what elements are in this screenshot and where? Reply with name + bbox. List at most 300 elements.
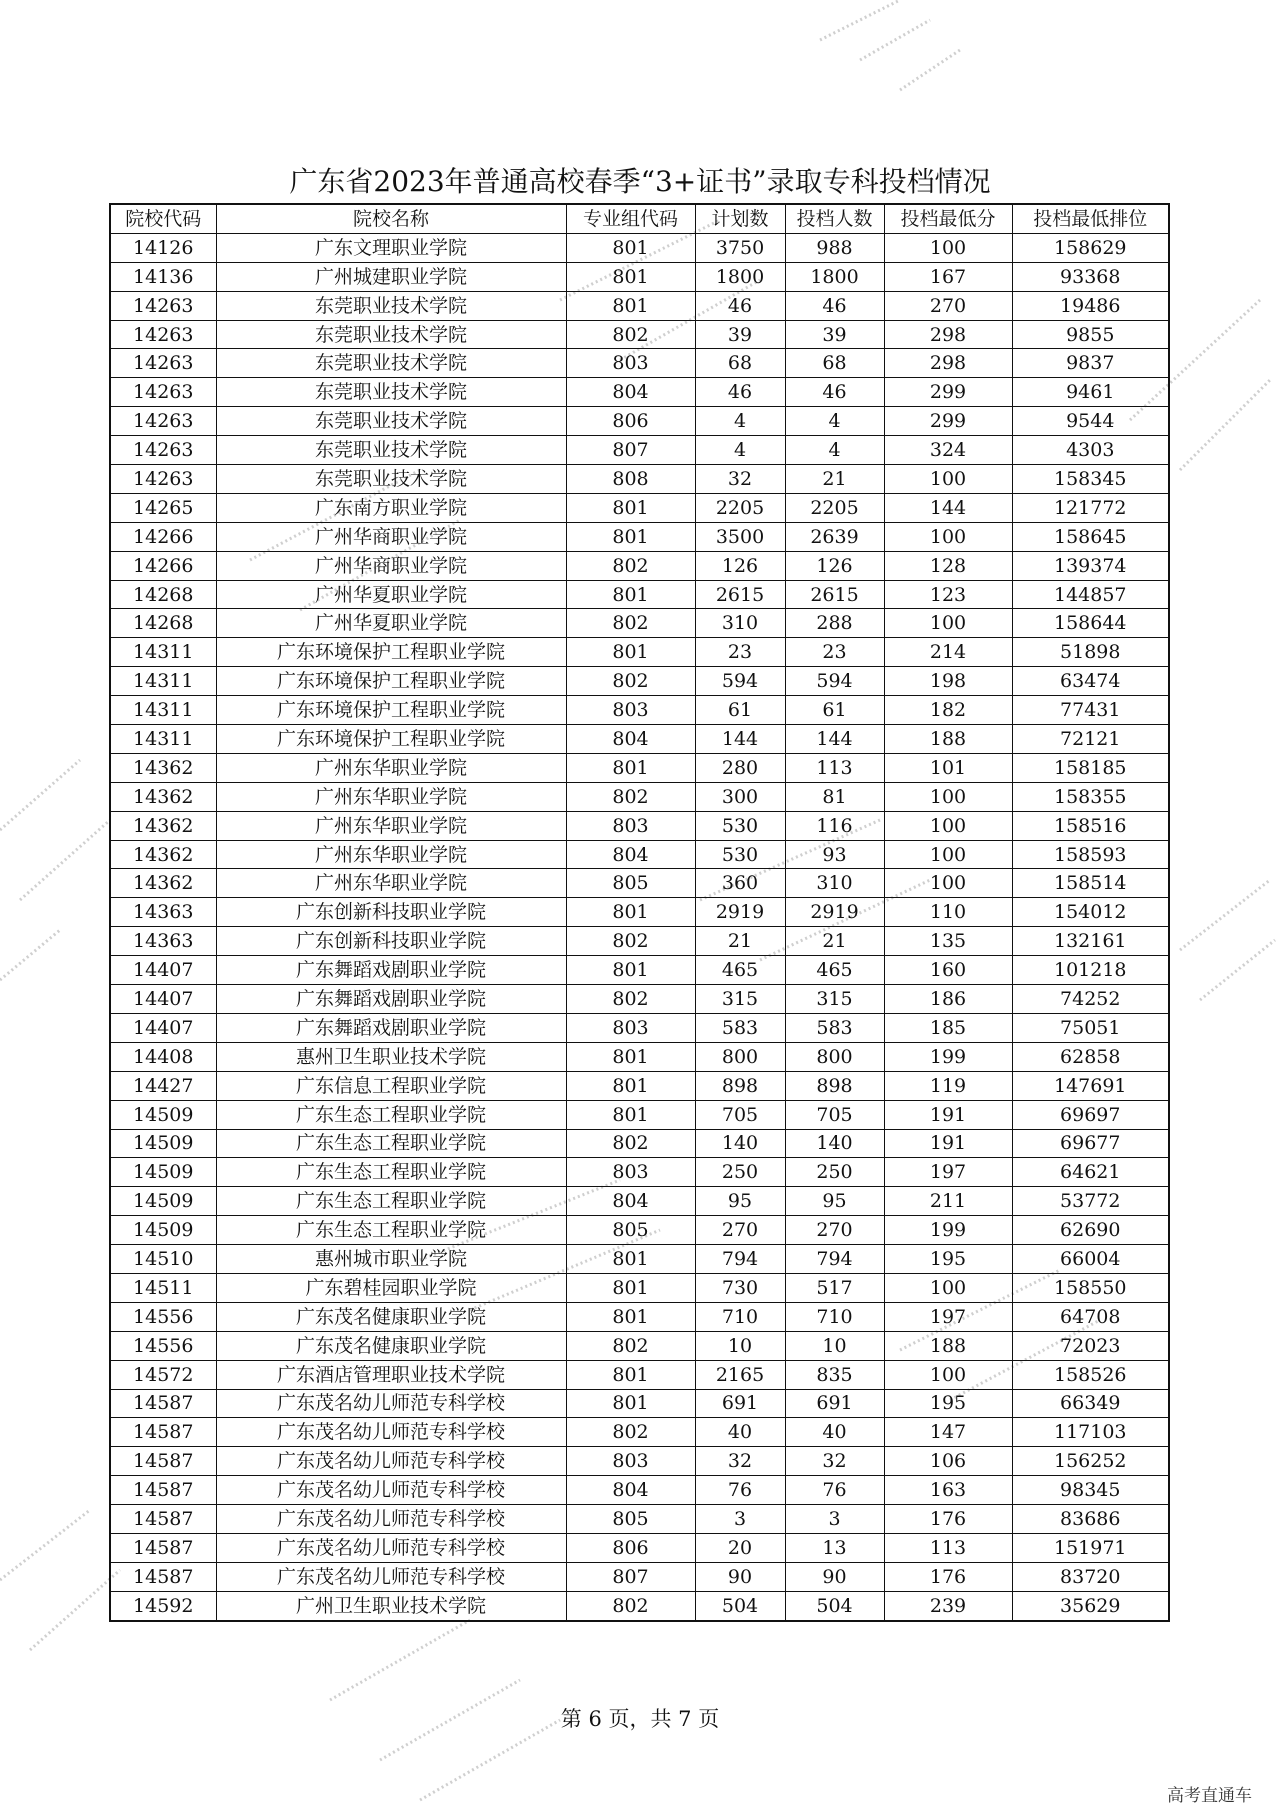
cell-group-code: 803 [566, 1158, 695, 1187]
cell-plan-count: 20 [695, 1533, 785, 1562]
cell-school-code: 14509 [110, 1129, 216, 1158]
cell-min-score: 100 [884, 522, 1012, 551]
cell-min-score: 100 [884, 840, 1012, 869]
cell-min-rank: 83686 [1012, 1505, 1169, 1534]
cell-admitted-count: 68 [785, 349, 884, 378]
cell-group-code: 801 [566, 580, 695, 609]
cell-admitted-count: 76 [785, 1476, 884, 1505]
cell-school-name: 广东碧桂园职业学院 [216, 1273, 566, 1302]
cell-plan-count: 32 [695, 465, 785, 494]
cell-min-score: 188 [884, 725, 1012, 754]
brand-watermark-text: 高考直通车 [1167, 1786, 1252, 1806]
cell-min-score: 197 [884, 1158, 1012, 1187]
cell-group-code: 802 [566, 667, 695, 696]
cell-school-name: 广州卫生职业技术学院 [216, 1591, 566, 1620]
cell-admitted-count: 898 [785, 1071, 884, 1100]
cell-min-score: 182 [884, 696, 1012, 725]
cell-min-rank: 64708 [1012, 1302, 1169, 1331]
cell-plan-count: 730 [695, 1273, 785, 1302]
cell-min-rank: 35629 [1012, 1591, 1169, 1620]
cell-school-name: 广州华商职业学院 [216, 522, 566, 551]
cell-school-name: 广东舞蹈戏剧职业学院 [216, 956, 566, 985]
cell-min-score: 110 [884, 898, 1012, 927]
table-row [110, 985, 1169, 1014]
cell-min-score: 197 [884, 1302, 1012, 1331]
cell-min-rank: 101218 [1012, 956, 1169, 985]
cell-min-score: 160 [884, 956, 1012, 985]
cell-admitted-count: 13 [785, 1533, 884, 1562]
cell-school-code: 14362 [110, 782, 216, 811]
cell-school-code: 14362 [110, 840, 216, 869]
cell-min-rank: 63474 [1012, 667, 1169, 696]
cell-plan-count: 23 [695, 638, 785, 667]
cell-min-rank: 158645 [1012, 522, 1169, 551]
cell-plan-count: 4 [695, 436, 785, 465]
cell-school-code: 14263 [110, 465, 216, 494]
cell-min-rank: 53772 [1012, 1187, 1169, 1216]
cell-admitted-count: 21 [785, 465, 884, 494]
cell-group-code: 805 [566, 1505, 695, 1534]
cell-admitted-count: 517 [785, 1273, 884, 1302]
header-school-code: 院校代码 [110, 204, 216, 233]
cell-school-name: 广东茂名幼儿师范专科学校 [216, 1505, 566, 1534]
cell-group-code: 802 [566, 1591, 695, 1620]
cell-plan-count: 2205 [695, 493, 785, 522]
cell-plan-count: 583 [695, 1013, 785, 1042]
cell-school-code: 14126 [110, 233, 216, 262]
admission-table [109, 203, 1170, 1622]
cell-group-code: 803 [566, 1447, 695, 1476]
cell-school-code: 14509 [110, 1187, 216, 1216]
table-row [110, 580, 1169, 609]
cell-min-score: 100 [884, 465, 1012, 494]
cell-min-score: 188 [884, 1331, 1012, 1360]
cell-min-score: 176 [884, 1562, 1012, 1591]
cell-min-score: 100 [884, 1273, 1012, 1302]
cell-school-name: 广东信息工程职业学院 [216, 1071, 566, 1100]
cell-min-rank: 158514 [1012, 869, 1169, 898]
cell-school-code: 14587 [110, 1533, 216, 1562]
cell-group-code: 802 [566, 985, 695, 1014]
table-row [110, 436, 1169, 465]
cell-plan-count: 530 [695, 811, 785, 840]
cell-min-score: 100 [884, 811, 1012, 840]
cell-admitted-count: 800 [785, 1042, 884, 1071]
table-row [110, 1216, 1169, 1245]
table-row [110, 898, 1169, 927]
table-row [110, 869, 1169, 898]
table-row [110, 1476, 1169, 1505]
cell-admitted-count: 270 [785, 1216, 884, 1245]
table-row [110, 1447, 1169, 1476]
cell-school-name: 广东茂名健康职业学院 [216, 1302, 566, 1331]
table-row [110, 811, 1169, 840]
cell-min-score: 106 [884, 1447, 1012, 1476]
table-body [110, 233, 1169, 1620]
cell-min-rank: 158644 [1012, 609, 1169, 638]
cell-admitted-count: 2639 [785, 522, 884, 551]
cell-min-score: 191 [884, 1100, 1012, 1129]
cell-min-rank: 132161 [1012, 927, 1169, 956]
cell-group-code: 801 [566, 1100, 695, 1129]
cell-group-code: 803 [566, 696, 695, 725]
cell-school-name: 广东生态工程职业学院 [216, 1129, 566, 1158]
table-row [110, 1360, 1169, 1389]
cell-school-name: 广州城建职业学院 [216, 262, 566, 291]
cell-plan-count: 2165 [695, 1360, 785, 1389]
cell-school-code: 14268 [110, 609, 216, 638]
cell-admitted-count: 46 [785, 291, 884, 320]
cell-group-code: 808 [566, 465, 695, 494]
table-row [110, 522, 1169, 551]
cell-group-code: 804 [566, 1187, 695, 1216]
table-row [110, 1418, 1169, 1447]
cell-plan-count: 90 [695, 1562, 785, 1591]
cell-group-code: 804 [566, 1476, 695, 1505]
table-row [110, 1591, 1169, 1620]
table-row [110, 1533, 1169, 1562]
cell-min-score: 147 [884, 1418, 1012, 1447]
cell-min-score: 100 [884, 609, 1012, 638]
table-row [110, 1071, 1169, 1100]
cell-admitted-count: 90 [785, 1562, 884, 1591]
table-row [110, 1100, 1169, 1129]
cell-plan-count: 310 [695, 609, 785, 638]
cell-school-code: 14363 [110, 898, 216, 927]
cell-group-code: 802 [566, 1418, 695, 1447]
cell-school-code: 14311 [110, 725, 216, 754]
table-row [110, 1302, 1169, 1331]
cell-school-name: 广东茂名健康职业学院 [216, 1331, 566, 1360]
cell-plan-count: 61 [695, 696, 785, 725]
cell-min-score: 100 [884, 1360, 1012, 1389]
cell-admitted-count: 835 [785, 1360, 884, 1389]
cell-min-score: 185 [884, 1013, 1012, 1042]
cell-school-code: 14556 [110, 1302, 216, 1331]
table-row [110, 262, 1169, 291]
cell-school-name: 广东生态工程职业学院 [216, 1158, 566, 1187]
table-row [110, 407, 1169, 436]
cell-group-code: 801 [566, 1071, 695, 1100]
cell-min-score: 186 [884, 985, 1012, 1014]
cell-school-code: 14587 [110, 1505, 216, 1534]
cell-admitted-count: 504 [785, 1591, 884, 1620]
cell-school-name: 惠州卫生职业技术学院 [216, 1042, 566, 1071]
cell-school-name: 广州华夏职业学院 [216, 609, 566, 638]
table-row [110, 1562, 1169, 1591]
cell-admitted-count: 40 [785, 1418, 884, 1447]
cell-plan-count: 68 [695, 349, 785, 378]
cell-school-name: 东莞职业技术学院 [216, 465, 566, 494]
cell-plan-count: 1800 [695, 262, 785, 291]
cell-min-score: 211 [884, 1187, 1012, 1216]
cell-min-rank: 121772 [1012, 493, 1169, 522]
cell-min-score: 163 [884, 1476, 1012, 1505]
cell-min-score: 195 [884, 1389, 1012, 1418]
cell-min-rank: 158185 [1012, 753, 1169, 782]
cell-min-score: 298 [884, 320, 1012, 349]
page-number: 第 6 页，共 7 页 [560, 1707, 720, 1731]
cell-min-score: 199 [884, 1216, 1012, 1245]
cell-admitted-count: 116 [785, 811, 884, 840]
cell-school-name: 广州华商职业学院 [216, 551, 566, 580]
cell-school-name: 广东舞蹈戏剧职业学院 [216, 1013, 566, 1042]
cell-plan-count: 76 [695, 1476, 785, 1505]
cell-admitted-count: 310 [785, 869, 884, 898]
cell-school-code: 14266 [110, 551, 216, 580]
cell-group-code: 804 [566, 840, 695, 869]
cell-group-code: 802 [566, 320, 695, 349]
header-plan-count: 计划数 [695, 204, 785, 233]
cell-min-rank: 72121 [1012, 725, 1169, 754]
cell-school-name: 广州东华职业学院 [216, 840, 566, 869]
cell-min-score: 101 [884, 753, 1012, 782]
cell-school-code: 14511 [110, 1273, 216, 1302]
table-row [110, 1158, 1169, 1187]
cell-min-rank: 98345 [1012, 1476, 1169, 1505]
cell-min-rank: 144857 [1012, 580, 1169, 609]
cell-school-name: 广州东华职业学院 [216, 811, 566, 840]
cell-school-code: 14592 [110, 1591, 216, 1620]
cell-admitted-count: 144 [785, 725, 884, 754]
cell-admitted-count: 710 [785, 1302, 884, 1331]
cell-school-code: 14408 [110, 1042, 216, 1071]
cell-group-code: 801 [566, 956, 695, 985]
cell-group-code: 801 [566, 1360, 695, 1389]
cell-min-rank: 158516 [1012, 811, 1169, 840]
cell-admitted-count: 1800 [785, 262, 884, 291]
cell-group-code: 801 [566, 1273, 695, 1302]
table-header-row [110, 204, 1169, 233]
cell-school-name: 东莞职业技术学院 [216, 320, 566, 349]
cell-min-rank: 77431 [1012, 696, 1169, 725]
cell-school-name: 广东创新科技职业学院 [216, 927, 566, 956]
table-row [110, 378, 1169, 407]
cell-plan-count: 710 [695, 1302, 785, 1331]
cell-min-score: 299 [884, 378, 1012, 407]
cell-admitted-count: 21 [785, 927, 884, 956]
cell-school-name: 广东创新科技职业学院 [216, 898, 566, 927]
cell-school-code: 14136 [110, 262, 216, 291]
cell-school-name: 广东茂名幼儿师范专科学校 [216, 1533, 566, 1562]
cell-group-code: 803 [566, 349, 695, 378]
table-row [110, 1505, 1169, 1534]
cell-plan-count: 144 [695, 725, 785, 754]
table-row [110, 1331, 1169, 1360]
cell-school-name: 广东环境保护工程职业学院 [216, 725, 566, 754]
cell-school-code: 14268 [110, 580, 216, 609]
cell-min-rank: 19486 [1012, 291, 1169, 320]
cell-group-code: 807 [566, 1562, 695, 1591]
cell-min-score: 270 [884, 291, 1012, 320]
cell-admitted-count: 705 [785, 1100, 884, 1129]
cell-school-name: 广东环境保护工程职业学院 [216, 638, 566, 667]
cell-school-code: 14263 [110, 407, 216, 436]
cell-school-code: 14509 [110, 1100, 216, 1129]
cell-school-code: 14427 [110, 1071, 216, 1100]
cell-min-rank: 147691 [1012, 1071, 1169, 1100]
cell-admitted-count: 10 [785, 1331, 884, 1360]
table-row [110, 1187, 1169, 1216]
cell-min-score: 100 [884, 782, 1012, 811]
cell-school-name: 广东茂名幼儿师范专科学校 [216, 1476, 566, 1505]
cell-admitted-count: 140 [785, 1129, 884, 1158]
cell-school-name: 广东环境保护工程职业学院 [216, 667, 566, 696]
cell-plan-count: 898 [695, 1071, 785, 1100]
cell-min-rank: 93368 [1012, 262, 1169, 291]
cell-group-code: 807 [566, 436, 695, 465]
table-row [110, 696, 1169, 725]
cell-school-name: 东莞职业技术学院 [216, 349, 566, 378]
table-row [110, 1042, 1169, 1071]
cell-min-rank: 158526 [1012, 1360, 1169, 1389]
cell-school-code: 14263 [110, 378, 216, 407]
cell-plan-count: 46 [695, 378, 785, 407]
cell-admitted-count: 126 [785, 551, 884, 580]
table-row [110, 291, 1169, 320]
cell-plan-count: 39 [695, 320, 785, 349]
cell-admitted-count: 288 [785, 609, 884, 638]
cell-group-code: 801 [566, 1042, 695, 1071]
cell-min-rank: 154012 [1012, 898, 1169, 927]
cell-school-code: 14587 [110, 1418, 216, 1447]
table-row [110, 1245, 1169, 1274]
cell-admitted-count: 4 [785, 407, 884, 436]
cell-admitted-count: 81 [785, 782, 884, 811]
cell-admitted-count: 2615 [785, 580, 884, 609]
cell-school-code: 14587 [110, 1447, 216, 1476]
cell-group-code: 801 [566, 1389, 695, 1418]
cell-group-code: 802 [566, 927, 695, 956]
cell-school-name: 广东环境保护工程职业学院 [216, 696, 566, 725]
cell-min-rank: 9855 [1012, 320, 1169, 349]
cell-plan-count: 800 [695, 1042, 785, 1071]
cell-min-rank: 69677 [1012, 1129, 1169, 1158]
cell-group-code: 801 [566, 753, 695, 782]
cell-plan-count: 270 [695, 1216, 785, 1245]
cell-group-code: 801 [566, 233, 695, 262]
cell-admitted-count: 315 [785, 985, 884, 1014]
header-group-code: 专业组代码 [566, 204, 695, 233]
cell-min-rank: 158593 [1012, 840, 1169, 869]
cell-min-score: 144 [884, 493, 1012, 522]
cell-plan-count: 32 [695, 1447, 785, 1476]
cell-min-score: 199 [884, 1042, 1012, 1071]
header-admitted-count: 投档人数 [785, 204, 884, 233]
table-row [110, 551, 1169, 580]
cell-admitted-count: 32 [785, 1447, 884, 1476]
cell-admitted-count: 23 [785, 638, 884, 667]
cell-group-code: 801 [566, 1245, 695, 1274]
cell-group-code: 806 [566, 1533, 695, 1562]
cell-school-code: 14263 [110, 349, 216, 378]
cell-admitted-count: 2919 [785, 898, 884, 927]
cell-plan-count: 360 [695, 869, 785, 898]
cell-group-code: 804 [566, 378, 695, 407]
cell-plan-count: 504 [695, 1591, 785, 1620]
cell-group-code: 801 [566, 291, 695, 320]
cell-min-rank: 117103 [1012, 1418, 1169, 1447]
cell-plan-count: 46 [695, 291, 785, 320]
cell-school-code: 14407 [110, 985, 216, 1014]
table-row [110, 927, 1169, 956]
cell-group-code: 804 [566, 725, 695, 754]
table-row [110, 1389, 1169, 1418]
cell-min-rank: 9544 [1012, 407, 1169, 436]
cell-school-name: 广州华夏职业学院 [216, 580, 566, 609]
cell-min-score: 191 [884, 1129, 1012, 1158]
cell-admitted-count: 2205 [785, 493, 884, 522]
cell-plan-count: 126 [695, 551, 785, 580]
cell-school-code: 14263 [110, 436, 216, 465]
table-row [110, 349, 1169, 378]
cell-min-rank: 51898 [1012, 638, 1169, 667]
cell-plan-count: 315 [695, 985, 785, 1014]
cell-plan-count: 280 [695, 753, 785, 782]
cell-plan-count: 250 [695, 1158, 785, 1187]
cell-min-rank: 9461 [1012, 378, 1169, 407]
cell-admitted-count: 583 [785, 1013, 884, 1042]
cell-school-code: 14363 [110, 927, 216, 956]
cell-min-score: 195 [884, 1245, 1012, 1274]
cell-plan-count: 95 [695, 1187, 785, 1216]
cell-plan-count: 40 [695, 1418, 785, 1447]
cell-min-rank: 83720 [1012, 1562, 1169, 1591]
cell-school-name: 东莞职业技术学院 [216, 378, 566, 407]
cell-plan-count: 3500 [695, 522, 785, 551]
cell-school-name: 广东生态工程职业学院 [216, 1100, 566, 1129]
cell-min-rank: 4303 [1012, 436, 1169, 465]
table-row [110, 1129, 1169, 1158]
cell-plan-count: 705 [695, 1100, 785, 1129]
cell-school-code: 14509 [110, 1158, 216, 1187]
header-min-rank: 投档最低排位 [1012, 204, 1169, 233]
cell-group-code: 801 [566, 262, 695, 291]
cell-admitted-count: 465 [785, 956, 884, 985]
cell-group-code: 801 [566, 898, 695, 927]
cell-school-name: 东莞职业技术学院 [216, 407, 566, 436]
table-row [110, 609, 1169, 638]
page-title: 广东省2023年普通高校春季“3+证书”录取专科投档情况 [289, 165, 991, 198]
cell-plan-count: 2919 [695, 898, 785, 927]
cell-school-code: 14263 [110, 291, 216, 320]
cell-school-name: 广东茂名幼儿师范专科学校 [216, 1447, 566, 1476]
cell-min-score: 135 [884, 927, 1012, 956]
cell-min-score: 324 [884, 436, 1012, 465]
cell-admitted-count: 4 [785, 436, 884, 465]
cell-min-rank: 66349 [1012, 1389, 1169, 1418]
cell-admitted-count: 95 [785, 1187, 884, 1216]
cell-min-score: 113 [884, 1533, 1012, 1562]
cell-school-code: 14587 [110, 1389, 216, 1418]
cell-min-score: 167 [884, 262, 1012, 291]
cell-min-score: 100 [884, 869, 1012, 898]
cell-min-rank: 69697 [1012, 1100, 1169, 1129]
cell-min-score: 298 [884, 349, 1012, 378]
cell-min-score: 299 [884, 407, 1012, 436]
cell-group-code: 801 [566, 493, 695, 522]
cell-school-code: 14587 [110, 1562, 216, 1591]
table-row [110, 493, 1169, 522]
cell-school-name: 广东生态工程职业学院 [216, 1216, 566, 1245]
cell-plan-count: 10 [695, 1331, 785, 1360]
cell-min-rank: 139374 [1012, 551, 1169, 580]
cell-group-code: 806 [566, 407, 695, 436]
cell-school-code: 14407 [110, 1013, 216, 1042]
cell-school-name: 广东酒店管理职业技术学院 [216, 1360, 566, 1389]
cell-min-rank: 158345 [1012, 465, 1169, 494]
table-row [110, 233, 1169, 262]
